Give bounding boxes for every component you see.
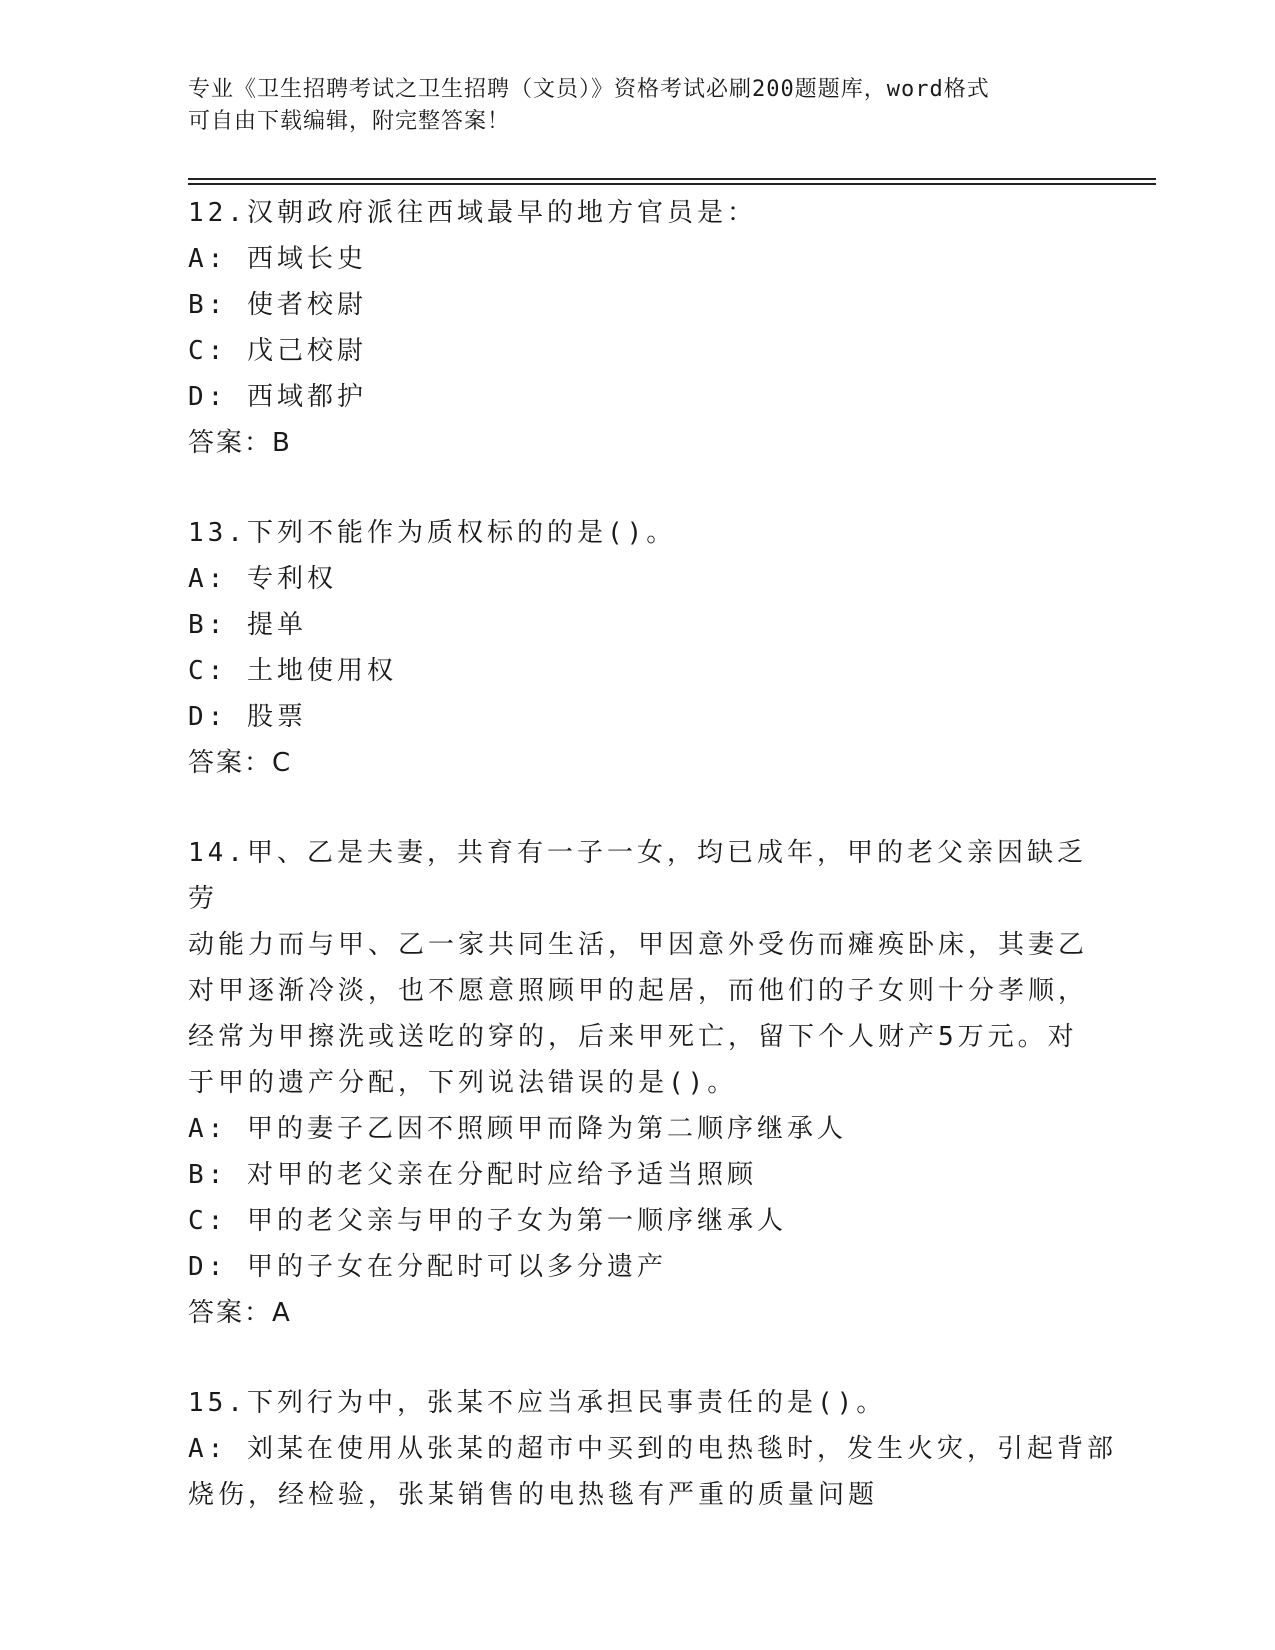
answer: 答案：B: [188, 428, 292, 458]
option-a: [188, 556, 1088, 602]
question-text-line: 动能力而与甲、乙一家共同生活，甲因意外受伤而瘫痪卧床，其妻乙: [188, 930, 1089, 960]
option-letter: B:: [188, 290, 228, 320]
option-a-continued: 烧伤，经检验，张某销售的电热毯有严重的质量问题: [188, 1480, 879, 1510]
option-letter: A:: [188, 244, 228, 274]
option-letter: C:: [188, 656, 228, 686]
question-text-line: 于甲的遗产分配，下列说法错误的是()。: [188, 1068, 738, 1098]
question-text-line: 对甲逐渐冷淡，也不愿意照顾甲的起居，而他们的子女则十分孝顺，: [188, 976, 1089, 1006]
option-a: [188, 236, 1088, 282]
option-d: [188, 374, 1088, 420]
question-14: [188, 830, 1088, 1336]
header-divider-top: [188, 178, 1156, 180]
question-text: 15.下列行为中，张某不应当承担民事责任的是()。: [188, 1388, 887, 1418]
header-divider-bottom: [188, 183, 1156, 185]
option-letter: A:: [188, 1434, 228, 1464]
option-text: 西域长史: [246, 244, 367, 274]
option-a: [188, 1426, 1117, 1472]
header-line-1: 专业《卫生招聘考试之卫生招聘（文员）》资格考试必刷200题题库，word格式: [188, 77, 990, 102]
question-15: [188, 1380, 1117, 1518]
option-c: [188, 1198, 1088, 1244]
option-b: [188, 1152, 1088, 1198]
option-text: 甲的子女在分配时可以多分遗产: [246, 1252, 667, 1282]
option-text: 甲的妻子乙因不照顾甲而降为第二顺序继承人: [246, 1114, 847, 1144]
option-letter: C:: [188, 336, 228, 366]
answer: 答案：A: [188, 1298, 292, 1328]
question-text-line: 经常为甲擦洗或送吃的穿的，后来甲死亡，留下个人财产5万元。对: [188, 1022, 1078, 1052]
question-text: 12.汉朝政府派往西域最早的地方官员是：: [188, 198, 757, 228]
option-letter: C:: [188, 1206, 228, 1236]
option-letter: B:: [188, 610, 228, 640]
option-text: 专利权: [246, 564, 337, 594]
option-text: 甲的老父亲与甲的子女为第一顺序继承人: [246, 1206, 787, 1236]
question-12: [188, 190, 1088, 466]
option-text: 土地使用权: [246, 656, 397, 686]
option-text-line: 刘某在使用从张某的超市中买到的电热毯时，发生火灾，引起背部: [246, 1434, 1117, 1464]
question-list: [188, 190, 1117, 1518]
answer: 答案：C: [188, 748, 293, 778]
header-line-2: 可自由下载编辑，附完整答案！: [188, 109, 511, 134]
question-text-line: 14.甲、乙是夫妻，共育有一子一女，均已成年，甲的老父亲因缺乏劳: [188, 838, 1087, 914]
option-d: [188, 1244, 1088, 1290]
option-b: [188, 602, 1088, 648]
option-a: [188, 1106, 1088, 1152]
option-text: 使者校尉: [246, 290, 367, 320]
option-text: 提单: [246, 610, 307, 640]
option-text: 对甲的老父亲在分配时应给予适当照顾: [246, 1160, 757, 1190]
option-text: 西域都护: [246, 382, 367, 412]
option-c: [188, 328, 1088, 374]
option-letter: D:: [188, 382, 228, 412]
option-c: [188, 648, 1088, 694]
question-text: 13.下列不能作为质权标的的是()。: [188, 518, 677, 548]
option-text: 戊己校尉: [246, 336, 367, 366]
question-13: [188, 510, 1088, 786]
option-letter: A:: [188, 564, 228, 594]
option-b: [188, 282, 1088, 328]
option-letter: D:: [188, 1252, 228, 1282]
document-header: [188, 74, 1088, 138]
option-letter: D:: [188, 702, 228, 732]
option-letter: A:: [188, 1114, 228, 1144]
option-text: 股票: [246, 702, 307, 732]
option-letter: B:: [188, 1160, 228, 1190]
option-d: [188, 694, 1088, 740]
